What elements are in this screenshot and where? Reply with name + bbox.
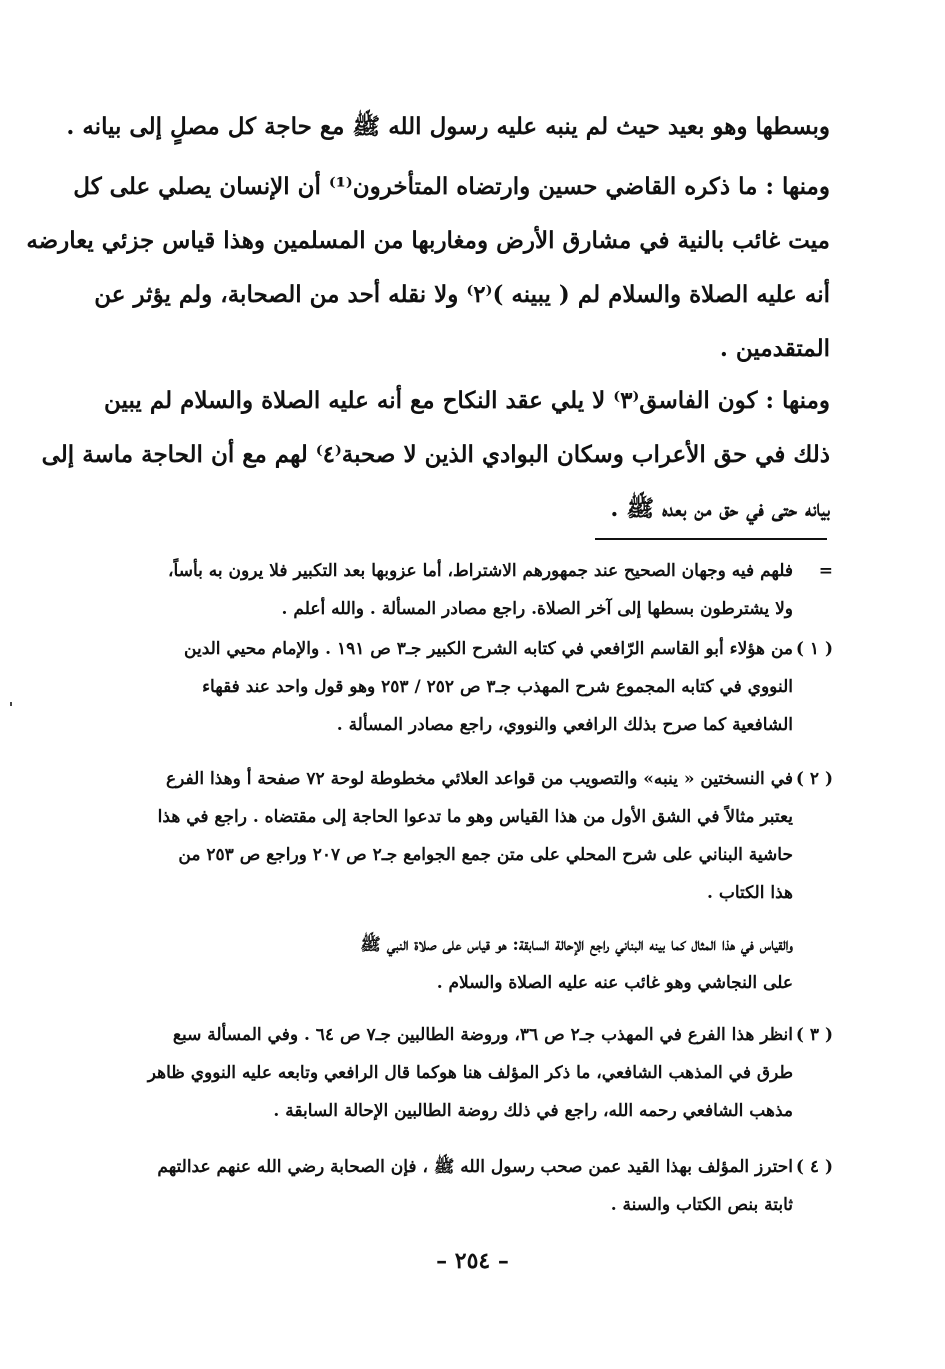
footnote-number: ( ٣ ) <box>795 1025 833 1045</box>
text-line: وبسطها وهو بعيد حيث لم ينبه عليه رسول الله ﷺ مع حاجة كل مصلٍ إلى بيانه . <box>66 113 830 140</box>
footnote-line: حاشية البناني على شرح المحلي على متن جمع الجوامع جـ٢ ص ٢٠٧ وراجع ص ٢٥٣ من <box>178 845 793 865</box>
footnote-line: على النجاشي وهو غائب عنه عليه الصلاة والسلام . <box>436 973 793 993</box>
footnote-line: من هؤلاء أبو القاسم الرّافعي في كتابه الشرح الكبير جـ٣ ص ١٩١ . والإمام محيي الدين <box>184 639 793 659</box>
paragraph-3 <box>41 374 830 536</box>
text-line: المتقدمين . <box>719 335 830 362</box>
footnote-line: ثابتة بنص الكتاب والسنة . <box>610 1195 793 1215</box>
footnote-line: احترز المؤلف بهذا القيد عمن صحب رسول الله ﷺ ، فإن الصحابة رضي الله عنهم عدالتهم <box>157 1157 793 1177</box>
footnote-number: ( ١ ) <box>795 639 833 659</box>
footnote-2-extra <box>78 926 833 1002</box>
footnote-line: النووي في كتابه المجموع شرح المهذب جـ٣ ص ٢٥٢ / ٢٥٣ وهو قول واحد عند فقهاء <box>202 677 793 697</box>
footnote-line: طرق في المذهب الشافعي، ما ذكر المؤلف هنا هوكما قال الرافعي وتابعه عليه النووي ظاهر <box>147 1063 793 1083</box>
footnote-number: ( ٢ ) <box>795 769 833 789</box>
footnote-3 <box>78 1016 833 1130</box>
footnote-number: ( ٤ ) <box>795 1157 833 1177</box>
footnote-separator <box>595 538 827 540</box>
text-line: ميت غائب بالنية في مشارق الأرض ومغاربها من المسلمين وهذا قياس جزئي يعارضه <box>26 227 830 254</box>
footnote-continuation <box>78 552 833 628</box>
footnote-line: هذا الكتاب . <box>707 883 793 903</box>
footnote-line: الشافعية كما صرح بذلك الرافعي والنووي، راجع مصادر المسألة . <box>336 715 793 735</box>
continuation-mark: = <box>818 561 833 581</box>
footnote-line: مذهب الشافعي رحمه الله، راجع في ذلك روضة الطالبين الإحالة السابقة . <box>273 1101 793 1121</box>
text-line: ومنها : ما ذكره القاضي حسين وارتضاه المتأخرون⁽¹⁾ أن الإنسان يصلي على كل <box>73 173 830 200</box>
scan-speck <box>10 702 12 706</box>
text-line: ذلك في حق الأعراب وسكان البوادي الذين لا صحبة⁽٤⁾ لهم مع أن الحاجة ماسة إلى <box>41 441 830 468</box>
page-number: – ٢٥٤ – <box>436 1248 509 1274</box>
footnote-line: ولا يشترطون بسطها إلى آخر الصلاة. راجع مصادر المسألة . والله أعلم . <box>281 599 793 619</box>
text-line: ومنها : كون الفاسق⁽٣⁾ لا يلي عقد النكاح مع أنه عليه الصلاة والسلام لم يبين <box>104 387 830 414</box>
footnote-line: والقياس في هذا المثال كما بينه البناني راجع الإحالة السابقة: هو قياس على صلاة النبي ﷺ <box>360 935 793 955</box>
paragraph-2 <box>26 160 830 376</box>
footnote-line: فلهم فيه وجهان الصحيح عند جمهورهم الاشتراط، أما عزوبها بعد التكبير فلا يرون به بأساً، <box>168 561 793 581</box>
text-line: بيانه حتى في حق من بعده ﷺ . <box>610 495 830 522</box>
paragraph-1 <box>66 100 830 154</box>
text-line: أنه عليه الصلاة والسلام لم ( يبينه )⁽٢⁾ ولا نقله أحد من الصحابة، ولم يؤثر عن <box>94 281 830 308</box>
footnote-line: انظر هذا الفرع في المهذب جـ٢ ص ٣٦، وروضة الطالبين جـ٧ ص ٦٤ . وفي المسألة سبع <box>172 1025 793 1045</box>
footnote-line: في النسختين « ينبه» والتصويب من قواعد العلائي مخطوطة لوحة ٧٢ صفحة أ وهذا الفرع <box>166 769 793 789</box>
footnote-1 <box>78 630 833 744</box>
footnote-4 <box>78 1148 833 1224</box>
footnote-2 <box>78 760 833 912</box>
footnote-line: يعتبر مثالاً في الشق الأول من هذا القياس وهو ما تدعوا الحاجة إلى مقتضاه . راجع في هذا <box>157 807 793 827</box>
